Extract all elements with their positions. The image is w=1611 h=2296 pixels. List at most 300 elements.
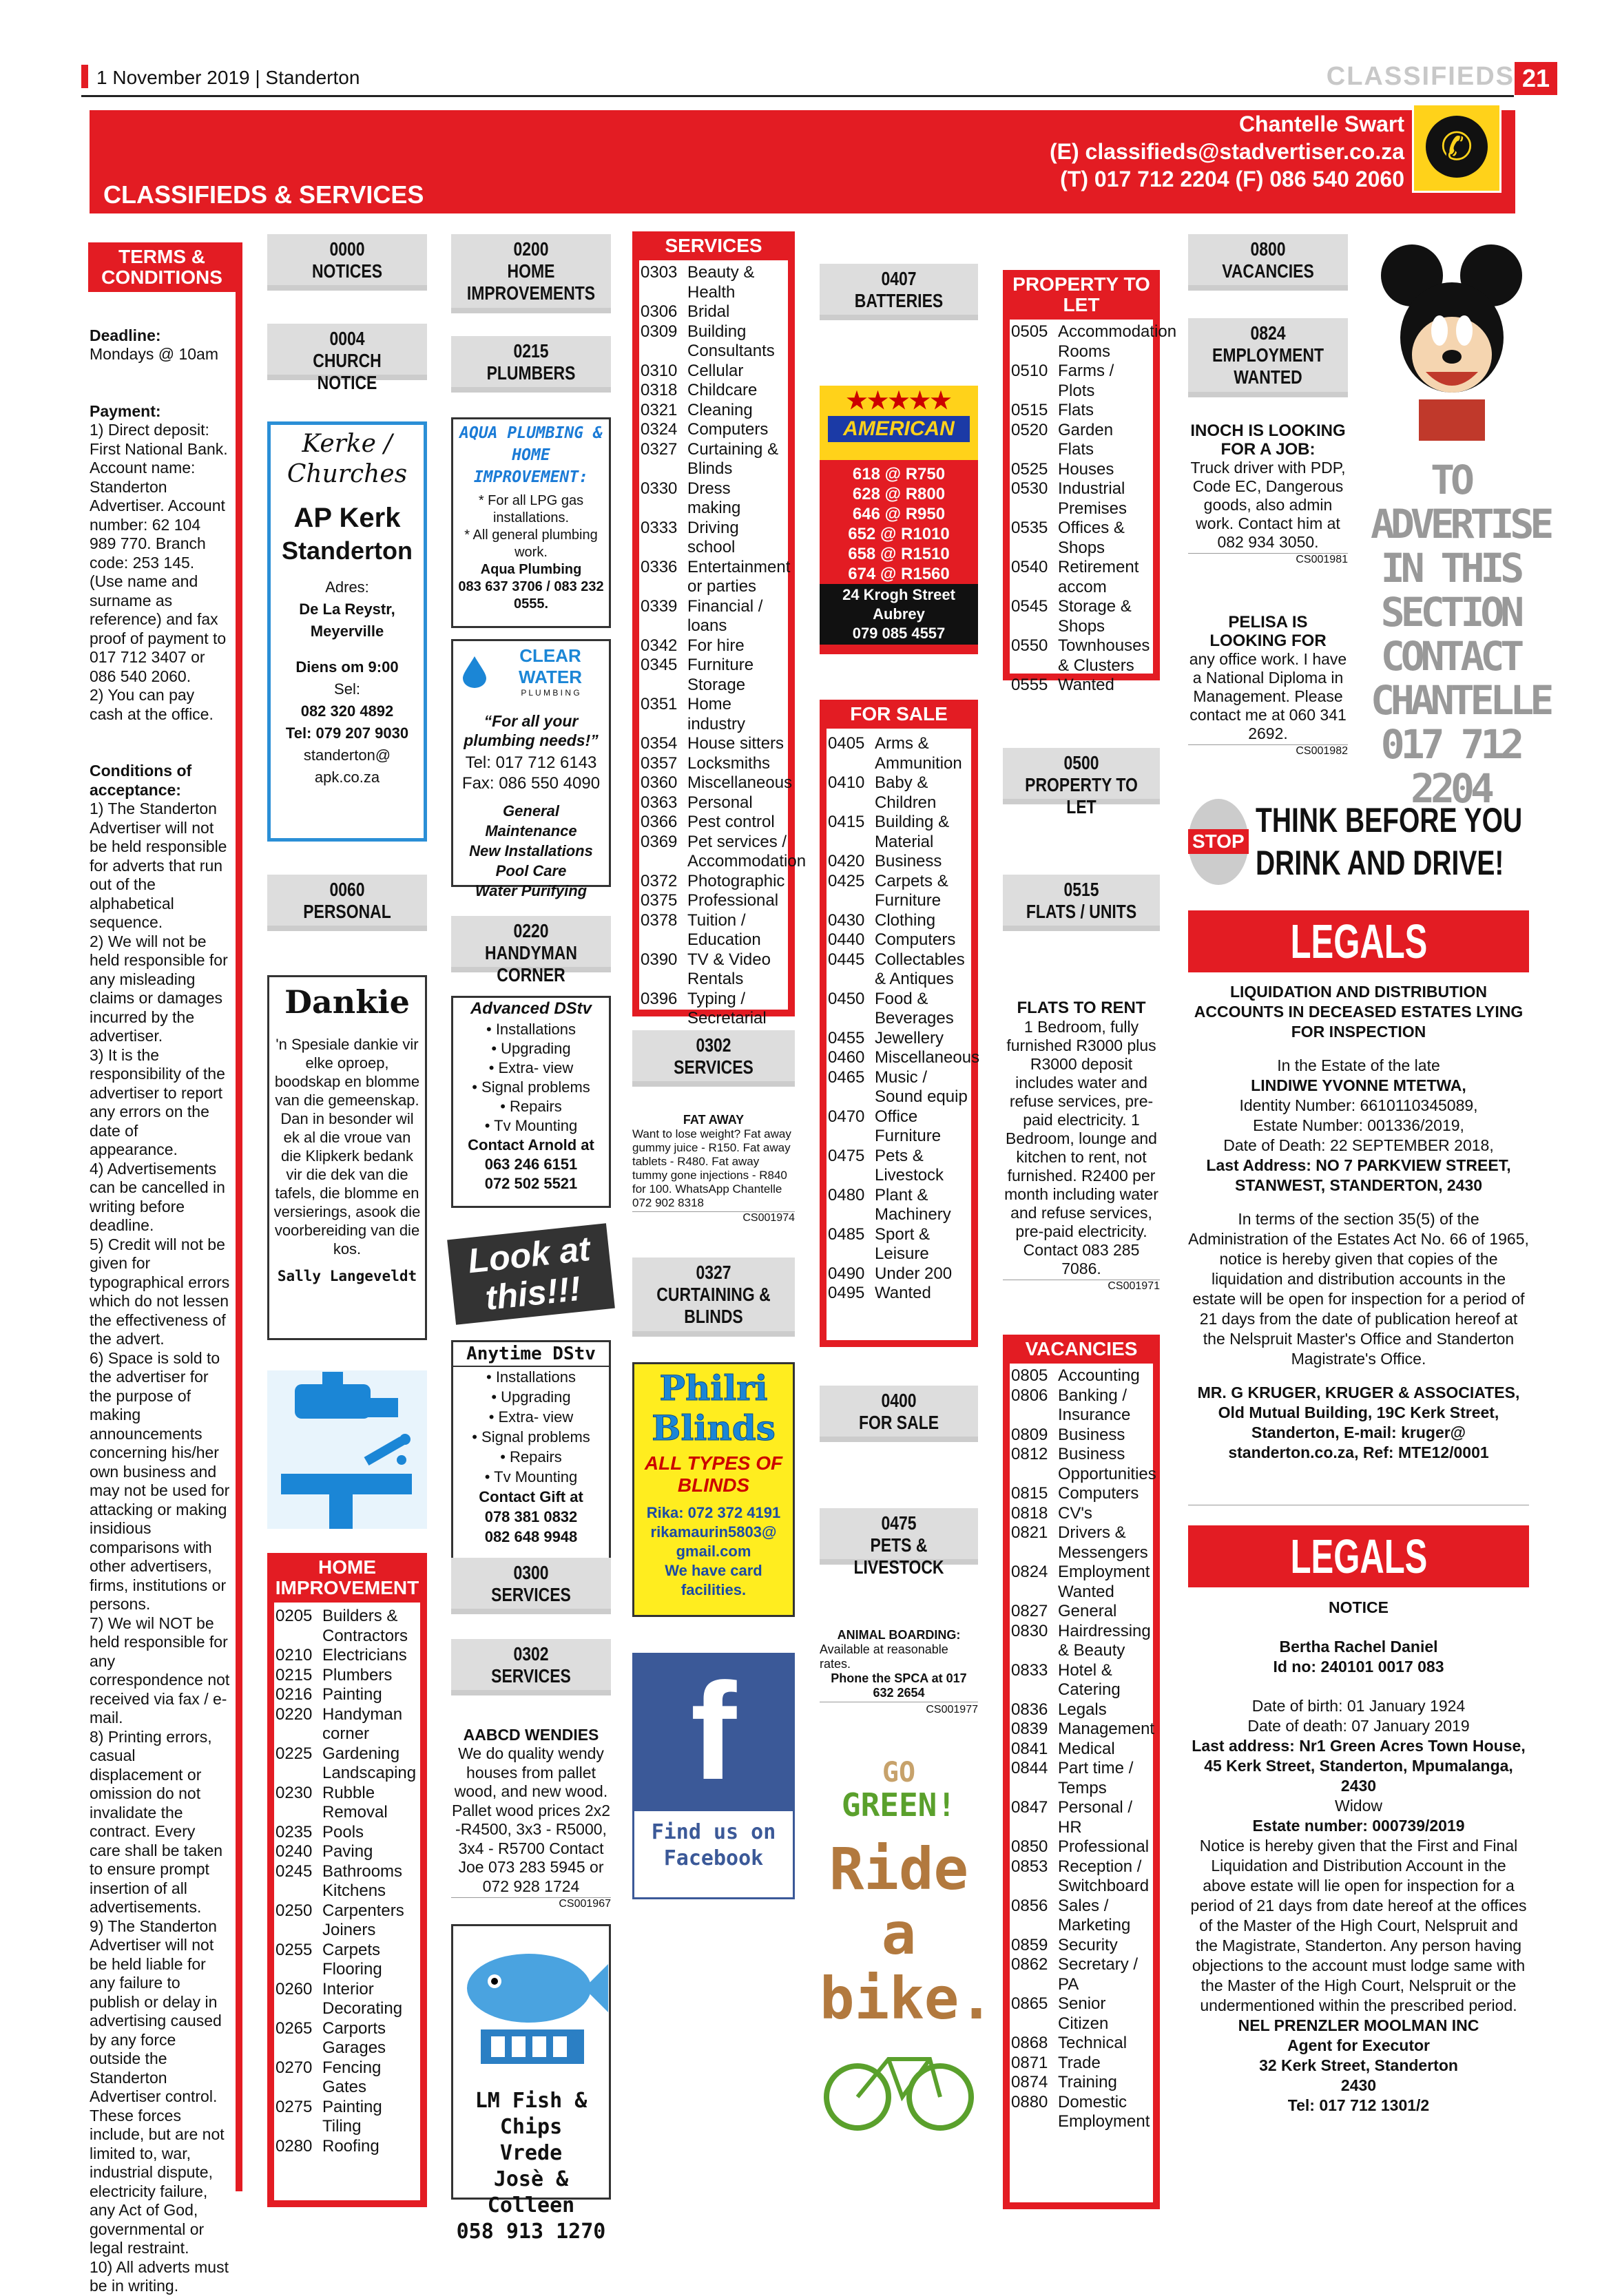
list-item[interactable] [1011, 1837, 1152, 1857]
clearwater-quote: “For all your plumbing needs!” [464, 712, 599, 749]
list-item-code: 0321 [641, 400, 678, 419]
service-item: • Upgrading [491, 1040, 571, 1057]
philri-sub: ALL TYPES OF BLINDS [644, 1452, 783, 1496]
list-item-label: Cellular [687, 361, 744, 380]
vacancies-list [1010, 1364, 1156, 2135]
list-item-label: Rubble Removal [322, 1783, 388, 1822]
list-item[interactable] [641, 401, 787, 421]
list-item[interactable] [828, 1264, 970, 1284]
church-notice-head[interactable]: 0004 CHURCH NOTICE [267, 324, 427, 380]
list-item[interactable] [641, 322, 787, 362]
list-item[interactable] [828, 1048, 980, 1068]
list-item[interactable] [641, 557, 791, 597]
aqua-plumbing-ad [451, 417, 611, 628]
list-item-code: 0809 [1011, 1425, 1048, 1444]
service-item: • Extra- view [488, 1059, 574, 1076]
legals1-dod: Date of Death: 22 SEPTEMBER 2018, [1223, 1136, 1494, 1154]
list-item[interactable] [828, 1225, 970, 1264]
fish-chips-ad [451, 1924, 611, 2244]
list-item[interactable] [1011, 1700, 1152, 1720]
list-item[interactable] [1011, 362, 1152, 401]
phone-icon: ✆ [1426, 116, 1488, 178]
list-item[interactable] [828, 930, 970, 950]
list-item[interactable] [828, 813, 970, 852]
for-sale-heading: FOR SALE [820, 700, 978, 729]
battery-price: 646 @ R950 [852, 505, 946, 523]
tap-pipe-icon [267, 1370, 427, 1529]
dankie-text: 'n Spesiale dankie vir elke oproep, boodskap en blomme van die gemeenskap. Dan in besonder wil ek al die vroue van die Klipkerk bedank vir die dek van die tafels, die blomme en versierings, asook die voorbereiding van die kos. [273, 1036, 421, 1257]
list-item[interactable] [1011, 1955, 1152, 1994]
list-item-label: Houses [1058, 459, 1114, 479]
flats-to-rent-ad [1003, 999, 1160, 1292]
list-item[interactable] [1011, 2034, 1152, 2054]
list-item-label: Electricians [322, 1646, 407, 1664]
list-item[interactable] [641, 773, 793, 793]
curtaining-head[interactable]: 0327 CURTAINING & BLINDS [632, 1257, 795, 1337]
list-item-code: 0812 [1011, 1445, 1048, 1463]
list-item-label: Carpenters Joiners [322, 1901, 404, 1939]
list-item-label: Under 200 [875, 1264, 953, 1283]
flats-title: FLATS TO RENT [1017, 999, 1146, 1017]
list-item[interactable] [276, 2058, 419, 2098]
list-item-label: Wanted [1058, 676, 1114, 694]
list-item[interactable] [276, 1823, 419, 1843]
section-name: CLASSIFIEDS [1326, 62, 1515, 91]
philri-contact: Rika: 072 372 4191 rikamaurin5803@ gmail.com We have card facilities. [646, 1504, 781, 1598]
list-item[interactable] [1011, 1504, 1152, 1524]
list-item-label: Driving school [687, 518, 739, 556]
list-item[interactable] [1011, 421, 1152, 460]
list-item-code: 0216 [276, 1685, 313, 1704]
list-item[interactable] [1011, 1366, 1152, 1386]
list-item[interactable] [1011, 1798, 1152, 1837]
list-item[interactable] [276, 1744, 419, 1784]
list-item-code: 0830 [1011, 1621, 1048, 1640]
services-head-a[interactable]: 0300 SERVICES [451, 1558, 611, 1614]
list-item-code: 0833 [1011, 1660, 1048, 1680]
plumbers-head[interactable]: 0215 PLUMBERS [451, 336, 611, 393]
list-item[interactable] [1011, 1661, 1152, 1700]
services-head-b[interactable]: 0302 SERVICES [451, 1639, 611, 1695]
list-item[interactable] [641, 420, 787, 440]
list-item[interactable] [641, 891, 787, 911]
list-item-code: 0510 [1011, 362, 1048, 380]
masthead-rule [81, 95, 1514, 97]
list-item-label: Baby & Children [875, 773, 937, 812]
list-item[interactable] [641, 636, 787, 656]
home-improvements-head[interactable]: 0200 HOME IMPROVEMENTS [451, 234, 611, 313]
list-item[interactable] [641, 302, 787, 322]
list-item[interactable] [276, 1862, 419, 1901]
look-text: Look at this!!! [447, 1223, 615, 1325]
boarding-spca: Phone the SPCA at 017 632 2654 [831, 1671, 967, 1700]
list-item[interactable] [828, 950, 970, 990]
list-item[interactable] [1011, 1523, 1152, 1563]
facebook-ad[interactable] [632, 1653, 795, 1899]
list-item[interactable] [641, 263, 787, 302]
list-item-code: 0390 [641, 950, 678, 969]
go-green-ad: GO GREEN! Ride a bike. [820, 1757, 978, 2212]
list-item[interactable] [276, 1941, 419, 1980]
aqua-phone: 083 637 3706 / 083 232 0555. [458, 579, 604, 612]
list-item[interactable] [641, 832, 807, 872]
list-item-code: 0210 [276, 1646, 313, 1664]
service-item: • Repairs [500, 1448, 562, 1465]
fat-away-ad [632, 1113, 795, 1244]
list-item-label: Employment Wanted [1058, 1563, 1150, 1601]
list-item[interactable] [641, 381, 787, 401]
list-item[interactable] [641, 440, 787, 479]
list-item[interactable] [276, 1980, 419, 2019]
list-item[interactable] [641, 754, 787, 774]
list-item-code: 0250 [276, 1901, 313, 1920]
list-item-label: Secretary / PA [1058, 1955, 1139, 1994]
list-item[interactable] [641, 872, 787, 892]
legals-heading-2: LEGALS [1188, 1525, 1529, 1587]
legals2-address2: 32 Kerk Street, Standerton [1259, 2056, 1458, 2074]
list-item[interactable] [641, 734, 787, 754]
battery-price: 652 @ R1010 [848, 525, 950, 543]
list-item[interactable] [828, 734, 970, 773]
list-item[interactable] [276, 2098, 419, 2137]
list-item-code: 0535 [1011, 519, 1048, 537]
legals1-title: LIQUIDATION AND DISTRIBUTION ACCOUNTS IN DECEASED ESTATES LYING FOR INSPECTION [1194, 983, 1524, 1041]
vacancies-box [1003, 1335, 1160, 2209]
clearwater-fax: Fax: 086 550 4090 [461, 774, 601, 793]
list-item[interactable] [1011, 597, 1152, 636]
list-item-code: 0396 [641, 989, 678, 1008]
anytime-items [453, 1367, 609, 1487]
list-item[interactable] [1011, 322, 1177, 362]
drink-drive-ad [1188, 786, 1529, 897]
list-item[interactable] [1011, 479, 1152, 519]
legals2-dod: Date of death: 07 January 2019 [1247, 1717, 1470, 1735]
list-item-label: Building Consultants [687, 322, 775, 360]
list-item[interactable] [641, 656, 787, 695]
list-item-code: 0480 [828, 1185, 865, 1204]
list-item-code: 0868 [1011, 2034, 1048, 2052]
batteries-head[interactable]: 0407 BATTERIES [820, 264, 978, 320]
list-item-label: Sales / Marketing [1058, 1896, 1131, 1934]
list-item[interactable] [641, 597, 787, 636]
home-improvement-box [267, 1553, 427, 2207]
list-item[interactable] [641, 695, 787, 734]
list-item-code: 0525 [1011, 459, 1048, 479]
list-item[interactable] [1011, 1759, 1152, 1798]
list-item-code: 0806 [1011, 1386, 1048, 1405]
inoch-title: INOCH IS LOOKING FOR A JOB: [1190, 421, 1346, 459]
list-item-code: 0310 [641, 361, 678, 380]
list-item-label: Cleaning [687, 400, 753, 419]
list-item[interactable] [276, 1842, 419, 1862]
aqua-line2: * All general plumbing work. [464, 528, 598, 560]
list-item[interactable] [1011, 1936, 1152, 1956]
list-item-code: 0520 [1011, 420, 1048, 439]
pets-livestock-head[interactable]: 0475 PETS & LIVESTOCK [820, 1508, 978, 1565]
list-item-code: 0485 [828, 1224, 865, 1244]
flats-ref: CS001971 [1003, 1280, 1160, 1293]
banner-title: CLASSIFIEDS & SERVICES [103, 180, 424, 209]
philri-blinds-ad [632, 1362, 795, 1617]
list-item-code: 0357 [641, 753, 678, 773]
list-item[interactable] [1011, 558, 1152, 597]
list-item[interactable] [276, 1901, 419, 1941]
american-battery-ad [820, 386, 978, 654]
fish-icon [453, 1926, 609, 2085]
aqua-name: Aqua Plumbing [480, 562, 582, 577]
list-item[interactable] [276, 1646, 419, 1666]
list-item-code: 0850 [1011, 1837, 1048, 1856]
list-item[interactable] [1011, 676, 1152, 696]
list-item-label: Locksmiths [687, 753, 771, 773]
list-item-label: Garden Flats [1058, 420, 1114, 459]
notices-head[interactable]: 0000 NOTICES [267, 234, 427, 291]
list-item-label: Storage & Shops [1058, 597, 1132, 636]
list-item[interactable] [1011, 1857, 1152, 1897]
list-item-label: Professional [1058, 1837, 1150, 1856]
list-item[interactable] [1011, 401, 1152, 421]
list-item[interactable] [828, 1284, 970, 1304]
plumbing-image [267, 1370, 427, 1529]
list-item[interactable] [1011, 1445, 1156, 1484]
list-item[interactable] [276, 1666, 419, 1686]
list-item-code: 0824 [1011, 1563, 1048, 1581]
list-item[interactable] [1011, 1622, 1152, 1661]
pelisa-ad [1188, 613, 1348, 778]
list-item-code: 0318 [641, 381, 678, 399]
mascot-icon [1371, 234, 1530, 441]
boarding-ref: CS001977 [820, 1702, 978, 1717]
flats-text: 1 Bedroom, fully furnished R3000 plus R3000 deposit includes water and refuse services, pre-paid electricity. 1 Bedroom, lounge and kitchen to rent, not furnished. R2400 per month including water and refuse services, pre-paid electricity. Contact 083 285 7086. [1004, 1018, 1158, 1277]
list-item-label: For hire [687, 636, 745, 655]
legals2-address: Last address: Nr1 Green Acres Town House, 45 Kerk Street, Standerton, Mpumalanga, 2430 [1192, 1737, 1526, 1795]
list-item-label: Computers [687, 420, 769, 439]
property-heading: PROPERTY TO LET [1003, 270, 1160, 320]
list-item[interactable] [828, 911, 970, 931]
legals2-code: 2430 [1340, 2076, 1377, 2094]
list-item-label: Computers [1058, 1484, 1139, 1503]
contact-email[interactable]: (E) classifieds@stadvertiser.co.za [1050, 139, 1404, 164]
anytime-title: Anytime DStv [453, 1342, 609, 1367]
list-item-code: 0420 [828, 852, 865, 870]
look-ad [451, 1219, 611, 1329]
aqua-line1: * For all LPG gas installations. [478, 493, 584, 525]
drink-drive-text: THINK BEFORE YOU DRINK AND DRIVE! [1255, 801, 1522, 882]
list-item-label: Gardening Landscaping [322, 1744, 417, 1782]
kerk-name: AP Kerk [293, 503, 401, 533]
list-item[interactable] [1011, 2093, 1152, 2132]
list-item-label: Training [1058, 2073, 1117, 2091]
list-item-label: Furniture Storage [687, 656, 754, 694]
list-item-label: Business [875, 852, 942, 870]
list-item[interactable] [641, 813, 787, 833]
flats-units-head[interactable]: 0515 FLATS / UNITS [1003, 875, 1160, 931]
list-item-code: 0360 [641, 773, 678, 792]
list-item[interactable] [641, 990, 787, 1029]
dankie-ad [267, 975, 427, 1340]
list-item-code: 0405 [828, 734, 865, 753]
list-item[interactable] [828, 1147, 970, 1186]
facebook-icon: f [632, 1653, 795, 1811]
masthead-date: 1 November 2019 | Standerton [81, 65, 360, 89]
list-item-code: 0265 [276, 2018, 313, 2038]
list-item-code: 0327 [641, 439, 678, 459]
list-item-label: Personal / HR [1058, 1798, 1133, 1837]
list-item-label: Flats [1058, 401, 1094, 419]
list-item-code: 0545 [1011, 597, 1048, 616]
list-item-label: Townhouses & Clusters [1058, 636, 1150, 675]
list-item[interactable] [828, 773, 970, 813]
list-item[interactable] [276, 2019, 419, 2058]
service-item: • Signal problems [472, 1428, 590, 1446]
list-item[interactable] [641, 362, 787, 382]
property-list [1010, 320, 1177, 698]
list-item[interactable] [641, 519, 787, 558]
list-item-code: 0460 [828, 1048, 865, 1067]
handyman-head[interactable]: 0220 HANDYMAN CORNER [451, 916, 611, 972]
list-item[interactable] [1011, 460, 1152, 480]
list-item-code: 0220 [276, 1704, 313, 1724]
list-item-label: Curtaining & Blinds [687, 439, 779, 478]
list-item[interactable] [1011, 1484, 1152, 1504]
list-item[interactable] [1011, 1563, 1152, 1602]
list-item-label: Beauty & Health [687, 263, 755, 302]
list-item-code: 0366 [641, 813, 678, 831]
legals-notice-1 [1188, 982, 1529, 1505]
list-item-code: 0865 [1011, 1994, 1048, 2013]
list-item-code: 0880 [1011, 2092, 1048, 2111]
list-item[interactable] [828, 1107, 970, 1147]
animal-boarding-ad [820, 1628, 978, 1715]
list-item-label: Typing / Secretarial [687, 989, 767, 1027]
list-item-label: Business [1058, 1425, 1125, 1444]
list-item[interactable] [828, 852, 970, 872]
list-item[interactable] [641, 950, 787, 990]
boarding-title: ANIMAL BOARDING: [837, 1628, 961, 1642]
legals1-id: Identity Number: 6610110345089, [1239, 1096, 1478, 1114]
list-item-code: 0821 [1011, 1523, 1048, 1542]
list-item[interactable] [276, 1705, 419, 1744]
service-item: • Upgrading [491, 1388, 571, 1406]
dankie-title: Dankie [284, 983, 410, 1021]
list-item[interactable] [1011, 1602, 1152, 1622]
list-item-label: Plumbers [322, 1665, 393, 1684]
list-item-code: 0354 [641, 734, 678, 753]
list-item[interactable] [1011, 1386, 1152, 1426]
contact-block [1050, 110, 1404, 193]
list-item-code: 0369 [641, 832, 678, 851]
list-item-code: 0280 [276, 2136, 313, 2156]
list-item-code: 0440 [828, 930, 865, 949]
list-item-code: 0225 [276, 1744, 313, 1763]
list-item-label: Fencing Gates [322, 2058, 382, 2096]
vacancies-head[interactable]: 0800 VACANCIES [1188, 234, 1348, 291]
list-item-code: 0230 [276, 1783, 313, 1802]
list-item-label: Reception / Switchboard [1058, 1857, 1150, 1895]
list-item[interactable] [828, 1068, 970, 1107]
property-to-let-box [1003, 270, 1177, 694]
list-item-code: 0555 [1011, 676, 1048, 694]
anytime-contact: Contact Gift at 078 381 0832 082 648 9948 [479, 1488, 583, 1545]
employment-wanted-head[interactable]: 0824 EMPLOYMENT WANTED [1188, 318, 1348, 397]
personal-head[interactable]: 0060 PERSONAL [267, 875, 427, 931]
list-item[interactable] [1011, 636, 1152, 676]
list-item-code: 0871 [1011, 2053, 1048, 2072]
page-number: 21 [1515, 62, 1557, 95]
list-item[interactable] [1011, 1897, 1152, 1936]
clearwater-ad [451, 639, 611, 899]
list-item-code: 0805 [1011, 1366, 1048, 1385]
property-let-head[interactable]: 0500 PROPERTY TO LET [1003, 748, 1160, 804]
aqua-title: AQUA PLUMBING & HOME IMPROVEMENT: [459, 424, 603, 486]
list-item[interactable] [828, 1029, 970, 1049]
list-item-label: Pest control [687, 813, 775, 831]
list-item[interactable] [1011, 2054, 1152, 2074]
list-item[interactable] [1011, 1426, 1152, 1446]
list-item-code: 0540 [1011, 558, 1048, 576]
legals1-name: LINDIWE YVONNE MTETWA, [1251, 1076, 1466, 1094]
aabcd-ref: CS001967 [451, 1897, 611, 1910]
list-item[interactable] [276, 1685, 419, 1705]
aabcd-ad [451, 1725, 611, 1911]
list-item-code: 0215 [276, 1665, 313, 1684]
list-item-label: Home industry [687, 695, 746, 733]
list-item-label: Jewellery [875, 1028, 944, 1047]
list-item[interactable] [276, 2137, 419, 2157]
list-item-label: Entertainment or parties [687, 557, 791, 596]
for-sale-head[interactable]: 0400 FOR SALE [820, 1386, 978, 1442]
list-item-code: 0309 [641, 322, 678, 341]
list-item[interactable] [1011, 2073, 1152, 2093]
legals2-name: Bertha Rachel Daniel [1279, 1638, 1438, 1656]
list-item-code: 0339 [641, 596, 678, 616]
list-item-code: 0844 [1011, 1759, 1048, 1777]
clearwater-services: General Maintenance New Installations Pool Care Water Purifying [469, 802, 593, 899]
list-item-label: Banking / Insurance [1058, 1386, 1131, 1424]
services-head-c[interactable]: 0302 SERVICES [632, 1030, 795, 1087]
list-item[interactable] [1011, 519, 1152, 558]
list-item[interactable] [1011, 1994, 1152, 2034]
list-item-code: 0345 [641, 656, 678, 674]
legals1-body: In terms of the section 35(5) of the Administration of the Estates Act No. 66 of 1965, notice is hereby given that copies of the liquidation and distribution accounts in the estate will be open for inspection for a period of 21 days from the date of publication hereof at the Nelspruit Master's Office and Standerton Magistrate's Office. [1188, 1210, 1529, 1368]
legals1-intro: In the Estate of the late [1277, 1056, 1440, 1074]
list-item[interactable] [1011, 1740, 1152, 1760]
list-item-code: 0445 [828, 950, 865, 969]
clearwater-tel: Tel: 017 712 6143 [465, 753, 597, 772]
list-item-label: Pets & Livestock [875, 1146, 944, 1184]
list-item[interactable] [276, 1607, 419, 1646]
list-item[interactable] [641, 911, 787, 950]
list-item[interactable] [1011, 1720, 1155, 1740]
list-item-code: 0859 [1011, 1935, 1048, 1954]
list-item[interactable] [641, 793, 787, 813]
list-item-code: 0853 [1011, 1857, 1048, 1876]
list-item-label: Handyman corner [322, 1704, 403, 1743]
list-item-code: 0515 [1011, 401, 1048, 419]
legals-notice-2 [1188, 1598, 1529, 2211]
list-item[interactable] [828, 990, 970, 1029]
list-item[interactable] [828, 1186, 970, 1225]
list-item[interactable] [641, 479, 787, 519]
advanced-title: Advanced DStv [470, 999, 592, 1018]
list-item[interactable] [828, 872, 970, 911]
advanced-contact: Contact Arnold at 063 246 6151 072 502 5521 [468, 1136, 594, 1192]
list-item[interactable] [276, 1784, 419, 1823]
list-item-label: Food & Beverages [875, 989, 954, 1027]
list-item-label: Wanted [875, 1284, 931, 1302]
list-item-code: 0455 [828, 1028, 865, 1047]
advertise-text: TO ADVERTISE IN THIS SECTION CONTACT CHANTELLE 017 712 2204 [1371, 457, 1550, 812]
